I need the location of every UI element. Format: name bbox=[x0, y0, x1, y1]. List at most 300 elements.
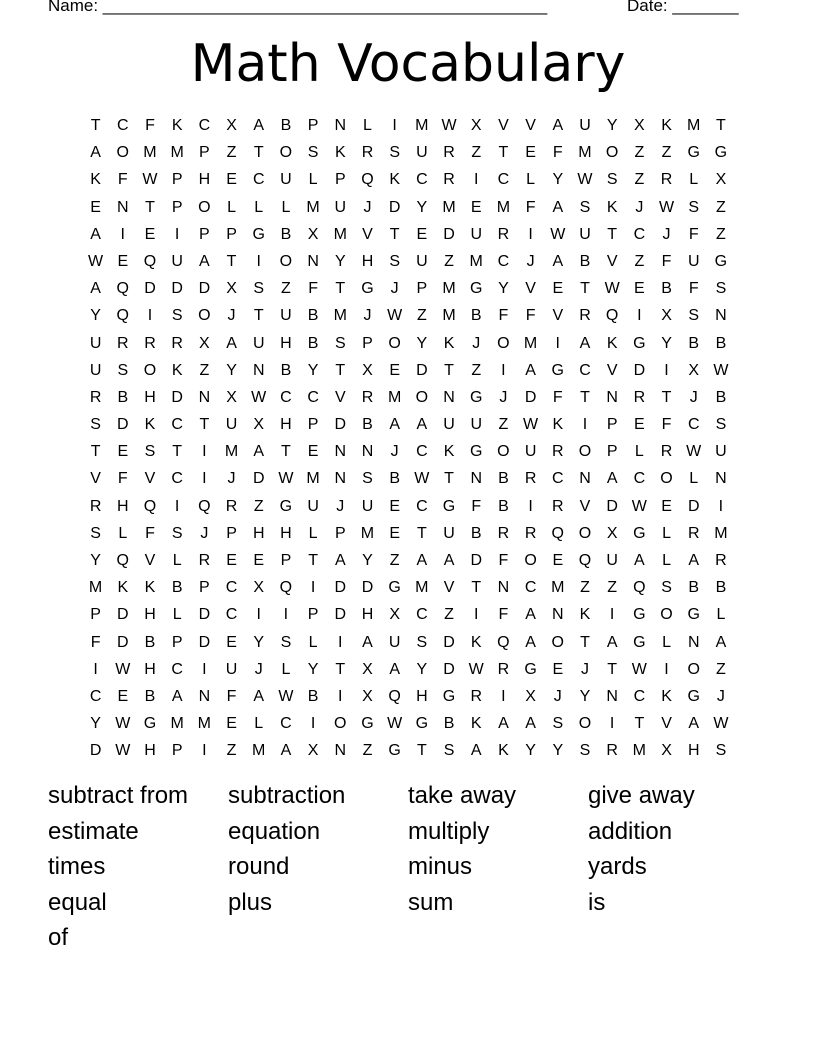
grid-letter: A bbox=[634, 552, 645, 569]
grid-letter: T bbox=[444, 470, 454, 488]
grid-letter: X bbox=[715, 171, 727, 189]
grid-letter: Q bbox=[551, 524, 564, 542]
grid-letter: P bbox=[416, 280, 428, 298]
grid-letter: S bbox=[715, 416, 727, 434]
grid-letter: T bbox=[389, 225, 400, 243]
grid-letter: J bbox=[227, 470, 236, 488]
grid-letter: R bbox=[579, 307, 591, 325]
grid-letter: J bbox=[553, 687, 562, 705]
grid-letter: C bbox=[416, 443, 428, 461]
grid-letter: M bbox=[306, 198, 320, 216]
grid-letter: W bbox=[441, 117, 457, 134]
grid-row bbox=[82, 710, 735, 737]
grid-letter: A bbox=[199, 252, 210, 270]
grid-letter: U bbox=[416, 252, 428, 270]
grid-letter: X bbox=[253, 416, 265, 434]
word-list-item: subtract from bbox=[48, 782, 189, 809]
grid-letter: Y bbox=[552, 171, 564, 189]
grid-letter: P bbox=[90, 606, 101, 624]
grid-letter: K bbox=[171, 361, 183, 379]
grid-letter: C bbox=[416, 497, 428, 515]
grid-row bbox=[82, 656, 735, 683]
grid-letter: N bbox=[198, 388, 211, 406]
date-field-label: Date: _______ bbox=[627, 0, 739, 15]
grid-letter: F bbox=[688, 225, 699, 243]
grid-letter: F bbox=[117, 171, 128, 189]
grid-letter: R bbox=[89, 388, 102, 406]
grid-letter: L bbox=[172, 606, 182, 624]
grid-letter: N bbox=[579, 470, 591, 488]
grid-letter: P bbox=[199, 225, 210, 243]
grid-letter: X bbox=[470, 117, 482, 134]
grid-letter: V bbox=[579, 497, 591, 515]
grid-letter: U bbox=[307, 497, 319, 515]
grid-letter: F bbox=[552, 388, 563, 406]
grid-letter: S bbox=[715, 742, 727, 760]
grid-letter: J bbox=[336, 497, 345, 515]
grid-letter: I bbox=[174, 225, 180, 243]
grid-letter: Q bbox=[605, 307, 619, 325]
grid-row bbox=[82, 221, 735, 248]
grid-letter: S bbox=[90, 524, 101, 542]
grid-letter: L bbox=[308, 633, 318, 651]
grid-letter: I bbox=[718, 497, 724, 515]
grid-letter: P bbox=[226, 225, 237, 243]
grid-letter: T bbox=[416, 524, 427, 542]
grid-letter: A bbox=[171, 687, 183, 705]
grid-letter: Z bbox=[661, 144, 672, 162]
grid-letter: R bbox=[470, 687, 482, 705]
grid-letter: G bbox=[687, 687, 700, 705]
grid-letter: C bbox=[524, 579, 537, 597]
grid-letter: T bbox=[90, 117, 101, 134]
grid-letter: Y bbox=[525, 742, 536, 760]
grid-letter: U bbox=[715, 443, 727, 461]
grid-letter: Z bbox=[444, 606, 454, 624]
grid-letter: V bbox=[606, 252, 618, 270]
grid-letter: S bbox=[443, 742, 455, 760]
grid-letter: T bbox=[716, 117, 726, 134]
name-field-label: Name: _______________________________________________ bbox=[48, 0, 548, 15]
grid-letter: R bbox=[225, 497, 238, 515]
grid-letter: D bbox=[198, 280, 211, 298]
grid-letter: H bbox=[144, 660, 156, 678]
word-list-item: addition bbox=[588, 817, 673, 845]
grid-letter: N bbox=[497, 579, 510, 597]
grid-letter: Y bbox=[416, 334, 428, 352]
grid-letter: A bbox=[362, 633, 373, 651]
grid-letter: C bbox=[307, 388, 319, 406]
grid-letter: Z bbox=[416, 307, 427, 325]
grid-letter: T bbox=[172, 443, 183, 461]
grid-letter: C bbox=[633, 470, 646, 488]
grid-letter: L bbox=[526, 171, 536, 189]
grid-letter: U bbox=[470, 416, 482, 434]
grid-letter: H bbox=[117, 497, 129, 515]
grid-letter: O bbox=[578, 524, 592, 542]
grid-letter: K bbox=[661, 117, 672, 134]
grid-letter: R bbox=[443, 171, 455, 189]
grid-letter: H bbox=[361, 606, 374, 624]
grid-letter: S bbox=[117, 361, 129, 379]
grid-letter: V bbox=[525, 280, 536, 298]
grid-letter: T bbox=[199, 416, 210, 434]
grid-letter: G bbox=[714, 144, 728, 162]
grid-letter: A bbox=[525, 633, 536, 651]
grid-letter: Z bbox=[498, 416, 509, 434]
grid-letter: L bbox=[662, 552, 671, 569]
grid-letter: Z bbox=[634, 252, 645, 270]
grid-letter: P bbox=[171, 198, 183, 216]
grid-letter: H bbox=[361, 252, 374, 270]
grid-letter: W bbox=[577, 171, 593, 189]
grid-letter: Y bbox=[362, 552, 373, 569]
grid-letter: Z bbox=[389, 552, 400, 569]
grid-letter: J bbox=[363, 307, 372, 325]
grid-letter: U bbox=[443, 416, 455, 434]
grid-letter: F bbox=[117, 470, 128, 488]
grid-letter: K bbox=[389, 171, 400, 189]
word-list-item: minus bbox=[408, 853, 473, 880]
grid-letter: A bbox=[443, 552, 455, 569]
grid-letter: A bbox=[226, 334, 237, 352]
grid-letter: I bbox=[283, 606, 289, 624]
grid-letter: G bbox=[442, 497, 456, 515]
grid-letter: B bbox=[443, 715, 455, 733]
grid-letter: I bbox=[528, 225, 533, 243]
grid-letter: T bbox=[444, 361, 454, 379]
grid-letter: N bbox=[117, 198, 129, 216]
grid-letter: W bbox=[468, 660, 484, 678]
grid-letter: C bbox=[633, 687, 646, 705]
grid-letter: W bbox=[387, 307, 403, 325]
grid-letter: I bbox=[501, 687, 506, 705]
grid-letter: R bbox=[144, 334, 156, 352]
grid-letter: I bbox=[256, 606, 261, 624]
grid-letter: E bbox=[144, 225, 156, 243]
grid-letter: Q bbox=[279, 579, 293, 597]
grid-letter: N bbox=[334, 470, 347, 488]
grid-letter: I bbox=[202, 443, 207, 461]
grid-letter: D bbox=[198, 633, 211, 651]
grid-letter: O bbox=[551, 633, 564, 651]
word-list-item: subtraction bbox=[228, 782, 346, 809]
grid-letter: N bbox=[552, 606, 564, 624]
grid-letter: X bbox=[661, 307, 672, 325]
grid-letter: Z bbox=[281, 280, 291, 298]
grid-letter: M bbox=[143, 144, 157, 162]
grid-letter: E bbox=[389, 497, 400, 515]
grid-letter: K bbox=[552, 416, 564, 434]
grid-letter: M bbox=[523, 334, 538, 352]
grid-letter: Y bbox=[552, 742, 564, 760]
grid-letter: K bbox=[334, 144, 346, 162]
grid-letter: K bbox=[498, 742, 509, 760]
grid-letter: G bbox=[687, 144, 700, 162]
grid-letter: X bbox=[389, 606, 400, 624]
grid-letter: K bbox=[144, 416, 156, 434]
grid-letter: S bbox=[579, 198, 591, 216]
grid-letter: P bbox=[199, 579, 210, 597]
grid-letter: T bbox=[145, 198, 155, 216]
grid-letter: M bbox=[306, 470, 320, 488]
grid-letter: L bbox=[662, 633, 671, 651]
grid-letter: E bbox=[525, 144, 536, 162]
grid-letter: E bbox=[253, 552, 265, 569]
grid-letter: B bbox=[117, 388, 129, 406]
grid-letter: B bbox=[307, 687, 319, 705]
grid-letter: M bbox=[415, 117, 429, 134]
grid-letter: Q bbox=[198, 497, 211, 515]
grid-letter: W bbox=[387, 715, 403, 733]
grid-letter: C bbox=[416, 606, 428, 624]
grid-letter: M bbox=[469, 252, 483, 270]
grid-letter: F bbox=[145, 117, 155, 134]
grid-letter: F bbox=[661, 416, 672, 434]
grid-letter: C bbox=[497, 171, 510, 189]
grid-letter: M bbox=[252, 742, 266, 760]
grid-letter: R bbox=[443, 144, 455, 162]
grid-letter: G bbox=[714, 252, 728, 270]
grid-letter: N bbox=[361, 443, 374, 461]
grid-letter: P bbox=[171, 742, 183, 760]
word-list-item: give away bbox=[588, 782, 695, 809]
grid-letter: G bbox=[551, 361, 564, 379]
grid-row bbox=[82, 139, 735, 166]
grid-letter: B bbox=[307, 307, 319, 325]
grid-letter: W bbox=[658, 198, 675, 216]
grid-letter: I bbox=[473, 171, 479, 189]
grid-letter: E bbox=[117, 443, 129, 461]
grid-letter: J bbox=[472, 334, 481, 352]
grid-letter: S bbox=[661, 579, 672, 597]
grid-letter: Y bbox=[606, 117, 618, 134]
grid-letter: U bbox=[225, 416, 238, 434]
grid-letter: T bbox=[471, 579, 482, 597]
grid-letter: U bbox=[579, 225, 591, 243]
grid-letter: M bbox=[360, 524, 375, 542]
grid-letter: X bbox=[226, 117, 237, 134]
grid-letter: N bbox=[334, 443, 347, 461]
grid-letter: C bbox=[416, 171, 428, 189]
grid-letter: L bbox=[118, 524, 128, 542]
grid-row bbox=[82, 112, 735, 139]
grid-letter: B bbox=[470, 524, 482, 542]
grid-letter: D bbox=[171, 280, 183, 298]
grid-letter: K bbox=[579, 606, 591, 624]
grid-letter: U bbox=[416, 144, 428, 162]
grid-letter: Q bbox=[633, 579, 646, 597]
grid-letter: B bbox=[498, 497, 509, 515]
grid-letter: E bbox=[389, 361, 400, 379]
grid-letter: A bbox=[470, 742, 482, 760]
grid-letter: Z bbox=[226, 742, 237, 760]
grid-row bbox=[82, 302, 735, 329]
grid-letter: J bbox=[390, 443, 399, 461]
grid-letter: M bbox=[224, 443, 239, 461]
grid-letter: N bbox=[334, 742, 347, 760]
grid-letter: N bbox=[252, 361, 265, 379]
grid-letter: Z bbox=[716, 225, 726, 243]
grid-letter: H bbox=[280, 334, 292, 352]
grid-letter: R bbox=[117, 334, 129, 352]
grid-letter: T bbox=[498, 144, 509, 162]
grid-letter: O bbox=[279, 144, 293, 162]
grid-letter: O bbox=[198, 198, 211, 216]
grid-letter: B bbox=[280, 361, 292, 379]
grid-letter: A bbox=[688, 715, 700, 733]
grid-letter: P bbox=[171, 633, 183, 651]
grid-letter: F bbox=[145, 524, 155, 542]
grid-letter: M bbox=[442, 280, 456, 298]
grid-letter: O bbox=[660, 606, 673, 624]
grid-letter: M bbox=[687, 117, 701, 134]
grid-letter: O bbox=[415, 388, 429, 406]
grid-letter: Z bbox=[253, 497, 264, 515]
grid-letter: U bbox=[579, 117, 591, 134]
grid-letter: B bbox=[280, 225, 292, 243]
grid-letter: D bbox=[416, 361, 428, 379]
grid-letter: M bbox=[551, 579, 565, 597]
grid-letter: H bbox=[280, 416, 292, 434]
grid-letter: N bbox=[606, 687, 618, 705]
grid-letter: Q bbox=[143, 252, 157, 270]
grid-letter: I bbox=[637, 307, 642, 325]
grid-letter: W bbox=[631, 660, 647, 678]
grid-letter: N bbox=[715, 307, 727, 325]
grid-letter: D bbox=[687, 497, 700, 515]
grid-letter: R bbox=[715, 552, 727, 569]
grid-letter: T bbox=[607, 225, 618, 243]
grid-letter: T bbox=[90, 443, 101, 461]
grid-letter: B bbox=[715, 388, 727, 406]
grid-letter: F bbox=[308, 280, 318, 298]
grid-letter: C bbox=[198, 117, 211, 134]
grid-letter: X bbox=[226, 280, 237, 298]
word-list bbox=[48, 778, 768, 956]
grid-letter: I bbox=[147, 307, 153, 325]
grid-letter: R bbox=[660, 171, 673, 189]
grid-letter: M bbox=[333, 307, 347, 325]
grid-letter: C bbox=[117, 117, 129, 134]
grid-letter: G bbox=[633, 334, 646, 352]
grid-letter: U bbox=[171, 252, 183, 270]
grid-row bbox=[82, 384, 735, 411]
grid-letter: U bbox=[361, 497, 374, 515]
grid-letter: Q bbox=[143, 497, 157, 515]
grid-letter: H bbox=[144, 606, 156, 624]
grid-letter: C bbox=[552, 470, 564, 488]
grid-letter: E bbox=[661, 497, 672, 515]
grid-letter: W bbox=[142, 171, 158, 189]
grid-letter: M bbox=[170, 144, 184, 162]
grid-letter: O bbox=[578, 715, 592, 733]
grid-letter: C bbox=[280, 715, 292, 733]
grid-letter: E bbox=[389, 524, 400, 542]
grid-letter: A bbox=[715, 633, 727, 651]
grid-row bbox=[82, 547, 735, 574]
grid-letter: W bbox=[414, 470, 430, 488]
grid-letter: A bbox=[253, 687, 265, 705]
grid-row bbox=[82, 438, 735, 465]
grid-letter: H bbox=[144, 742, 156, 760]
grid-letter: G bbox=[361, 715, 374, 733]
grid-letter: S bbox=[171, 524, 183, 542]
grid-letter: A bbox=[606, 470, 618, 488]
grid-letter: Y bbox=[307, 660, 319, 678]
grid-letter: E bbox=[117, 252, 129, 270]
grid-letter: E bbox=[226, 171, 237, 189]
grid-letter: G bbox=[279, 497, 293, 515]
grid-letter: G bbox=[633, 606, 646, 624]
grid-letter: W bbox=[523, 416, 539, 434]
grid-letter: A bbox=[525, 361, 536, 379]
grid-letter: G bbox=[361, 280, 374, 298]
grid-letter: O bbox=[605, 144, 619, 162]
grid-letter: E bbox=[307, 443, 319, 461]
grid-letter: Z bbox=[471, 144, 482, 162]
grid-letter: S bbox=[144, 443, 156, 461]
grid-letter: B bbox=[470, 307, 482, 325]
grid-letter: T bbox=[335, 660, 346, 678]
grid-letter: U bbox=[89, 334, 102, 352]
grid-letter: D bbox=[334, 416, 347, 434]
grid-letter: Y bbox=[334, 252, 346, 270]
word-list-item: plus bbox=[228, 888, 273, 916]
grid-letter: Y bbox=[661, 334, 672, 352]
grid-letter: C bbox=[171, 416, 183, 434]
grid-row bbox=[82, 574, 735, 601]
grid-letter: T bbox=[253, 144, 264, 162]
grid-letter: P bbox=[334, 171, 346, 189]
grid-letter: B bbox=[280, 117, 292, 134]
grid-letter: Z bbox=[199, 361, 210, 379]
grid-letter: V bbox=[362, 225, 373, 243]
grid-letter: B bbox=[171, 579, 183, 597]
grid-letter: Q bbox=[361, 171, 374, 189]
grid-letter: D bbox=[470, 552, 482, 569]
grid-letter: O bbox=[497, 334, 510, 352]
grid-letter: R bbox=[361, 144, 374, 162]
grid-letter: P bbox=[334, 524, 346, 542]
grid-letter: W bbox=[713, 715, 729, 733]
grid-row bbox=[82, 411, 735, 438]
grid-letter: X bbox=[634, 117, 645, 134]
word-list-item: multiply bbox=[408, 817, 490, 845]
grid-letter: J bbox=[580, 660, 589, 678]
grid-letter: H bbox=[416, 687, 428, 705]
grid-letter: L bbox=[254, 715, 264, 733]
grid-letter: W bbox=[686, 443, 702, 461]
grid-letter: J bbox=[499, 388, 508, 406]
grid-letter: G bbox=[415, 715, 429, 733]
grid-letter: E bbox=[117, 687, 129, 705]
grid-letter: P bbox=[280, 552, 292, 569]
grid-letter: U bbox=[606, 552, 618, 569]
grid-letter: N bbox=[606, 388, 618, 406]
grid-letter: U bbox=[225, 660, 238, 678]
grid-letter: W bbox=[251, 388, 267, 406]
grid-letter: F bbox=[525, 198, 536, 216]
grid-row bbox=[82, 601, 735, 628]
grid-letter: W bbox=[550, 225, 566, 243]
grid-letter: J bbox=[526, 252, 535, 270]
grid-letter: I bbox=[202, 660, 207, 678]
grid-letter: O bbox=[524, 552, 537, 569]
grid-letter: V bbox=[443, 579, 455, 597]
grid-letter: I bbox=[528, 497, 533, 515]
grid-letter: M bbox=[88, 579, 103, 597]
